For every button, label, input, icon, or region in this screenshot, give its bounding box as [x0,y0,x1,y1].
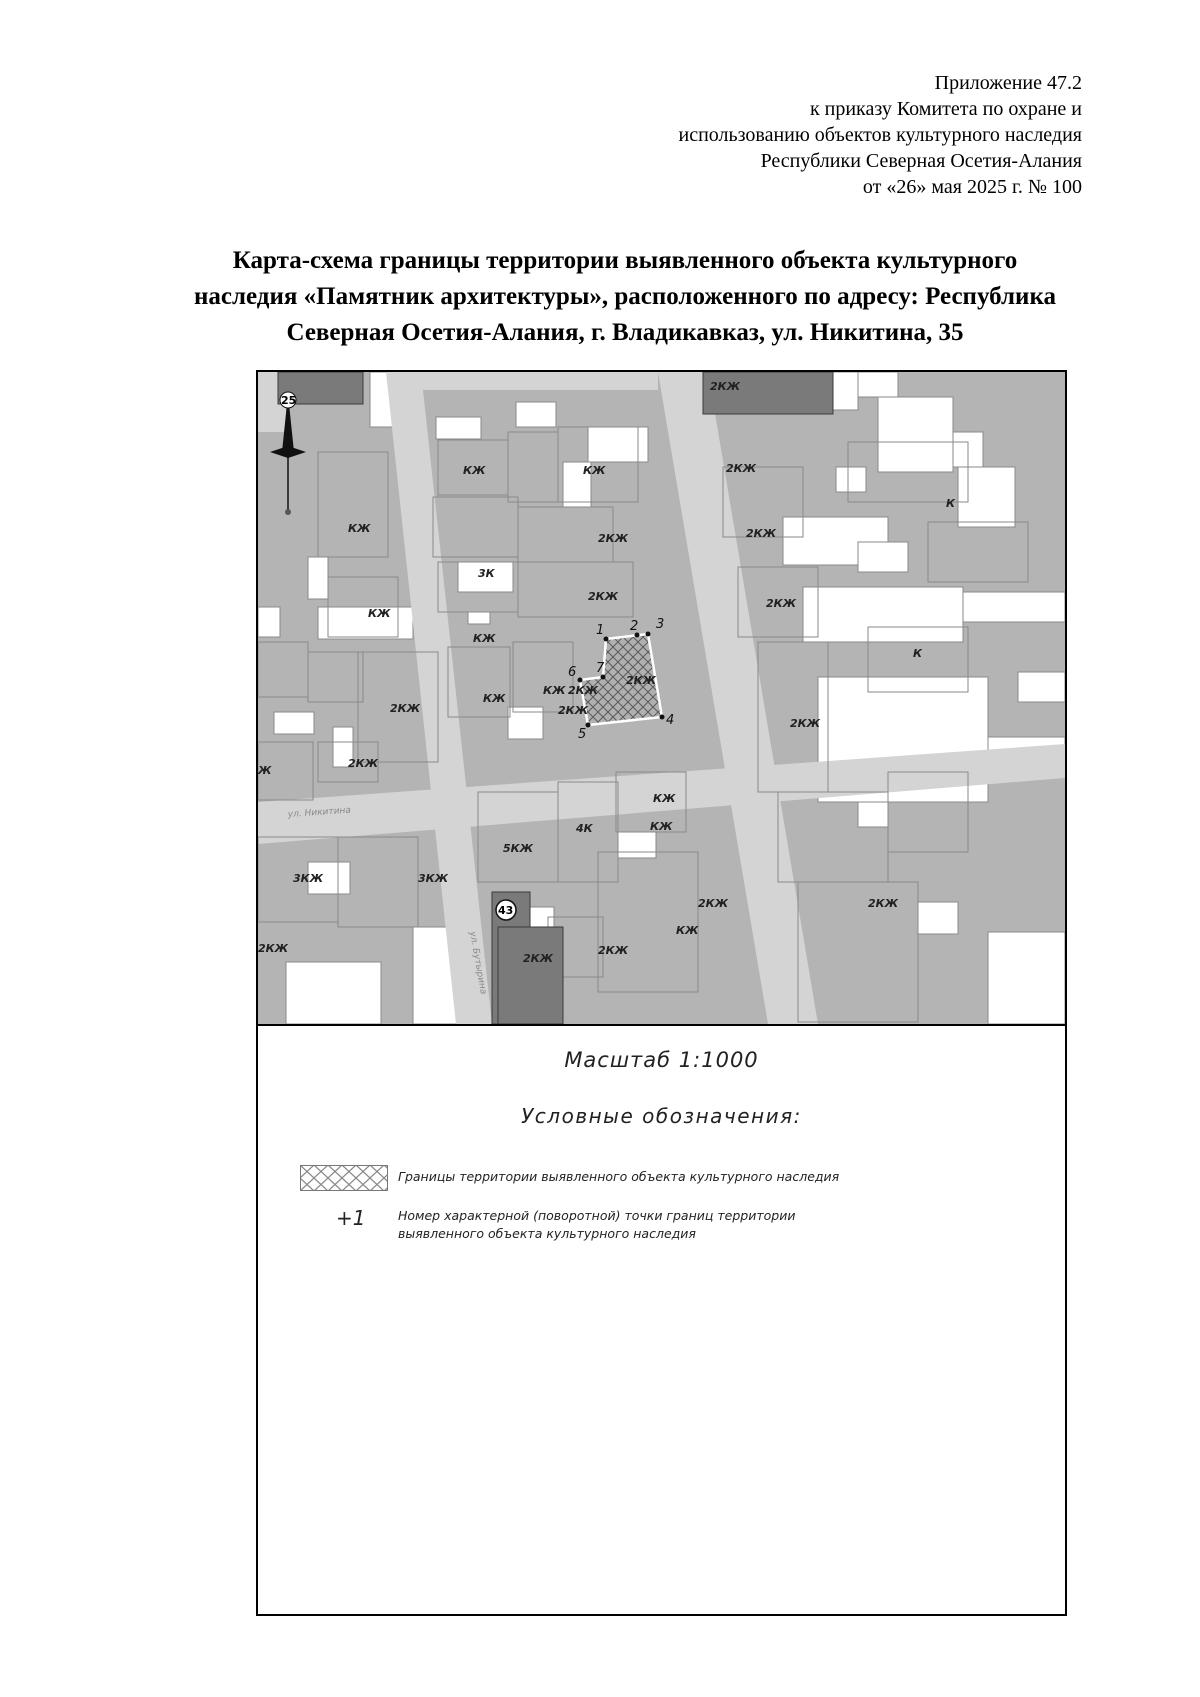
boundary-point-4 [660,715,665,720]
building-label: 3К [478,567,495,580]
point-label-7: 7 [596,661,605,676]
page-title [130,243,1120,351]
yard [988,932,1065,1024]
yard [618,832,656,858]
yard [468,612,490,624]
appendix-line: Приложение 47.2 [934,72,1082,94]
building-label: 2КЖ [710,380,741,393]
street-top [418,372,658,390]
building-label: 2КЖ [258,942,289,955]
appendix-line: использованию объектов культурного наследия [678,124,1082,146]
building-label: 4К [576,822,593,835]
yard [918,902,958,934]
yard [274,712,314,734]
yard [516,402,556,427]
yard [308,557,328,599]
building-label: 2КЖ [868,897,899,910]
yard [318,607,413,639]
boundary-point-3 [646,632,651,637]
legend-heading: Условные обозначения: [521,1104,802,1128]
building-label: КЖ [543,684,566,697]
appendix-line: Республики Северная Осетия-Алания [760,150,1082,172]
building-label: 2КЖ [390,702,421,715]
street-name-label: ул. Бутырина [467,930,488,996]
dark-building [703,372,833,414]
building-label: 2КЖ [568,684,599,697]
building-label: 2КЖ [726,462,757,475]
legend-boundary-label: Границы территории выявленного объекта культурного наследия [398,1169,840,1184]
building-label: 3КЖ [418,872,449,885]
appendix-note [679,70,1083,200]
appendix-line: от «26» мая 2025 г. № 100 [862,176,1082,198]
building-label: 2КЖ [746,527,777,540]
building-label: КЖ [583,464,606,477]
building-label: 2КЖ [790,717,821,730]
appendix-line: к приказу Комитета по охране и [809,98,1082,120]
point-label-2: 2 [630,619,639,634]
boundary-point-6 [578,678,583,683]
point-label-3: 3 [656,617,665,632]
yard [1018,672,1065,702]
scale-label: Масштаб 1:1000 [564,1048,759,1072]
building-label: КЖ [483,692,506,705]
map-frame [256,370,1067,1616]
yard [258,607,280,637]
legend-point-label: выявленного объекта культурного наследия [398,1226,696,1241]
yard [858,372,898,397]
title-line: Карта-схема границы территории выявленного объекта культурного [232,247,1018,274]
legend-point-label: Номер характерной (поворотной) точки границ территории [398,1208,796,1223]
building-label: КЖ [653,792,676,805]
yard [963,592,1065,622]
building-label: 2КЖ [598,944,629,957]
yard [803,587,963,642]
yard [878,397,953,472]
building-label: 2КЖ [558,704,589,717]
title-line: Северная Осетия-Алания, г. Владикавказ, ул. Никитина, 35 [286,319,964,346]
street-name-label: ул. Никитина [287,805,352,820]
legend-panel [258,1026,1065,1614]
building-label: Ж [258,764,272,777]
building-label: 2КЖ [588,590,619,603]
point-label-1: 1 [596,623,605,638]
yard [436,417,481,439]
building-label: КЖ [650,820,673,833]
yard [858,802,888,827]
point-marker-icon: +1 [336,1206,366,1230]
boundary-swatch-icon [300,1165,388,1191]
title-line: наследия «Памятник архитектуры», расположенного по адресу: Республика [194,283,1056,310]
building-label: 2КЖ [523,952,554,965]
dark-building [498,927,563,1024]
yard [858,542,908,572]
building-label: 2КЖ [626,674,657,687]
building-label: КЖ [473,632,496,645]
building-label: К [913,647,922,660]
building-label: КЖ [348,522,371,535]
map-scheme [258,372,1065,1024]
building-label: К [946,497,955,510]
building-label: КЖ [368,607,391,620]
object-code-badge: 43 [498,904,514,917]
building-label: 2КЖ [348,757,379,770]
building-label: 2КЖ [698,897,729,910]
yard [588,427,648,462]
yard [286,962,381,1024]
building-label: КЖ [463,464,486,477]
building-label: КЖ [676,924,699,937]
point-label-4: 4 [666,713,675,728]
yard [958,467,1015,527]
building-label: 3КЖ [293,872,324,885]
building-label: 5КЖ [503,842,534,855]
point-label-6: 6 [568,665,577,680]
building-label: 2КЖ [766,597,797,610]
point-label-5: 5 [578,727,587,742]
object-code-badge: 25 [281,394,297,407]
building-label: 2КЖ [598,532,629,545]
yard [836,467,866,492]
